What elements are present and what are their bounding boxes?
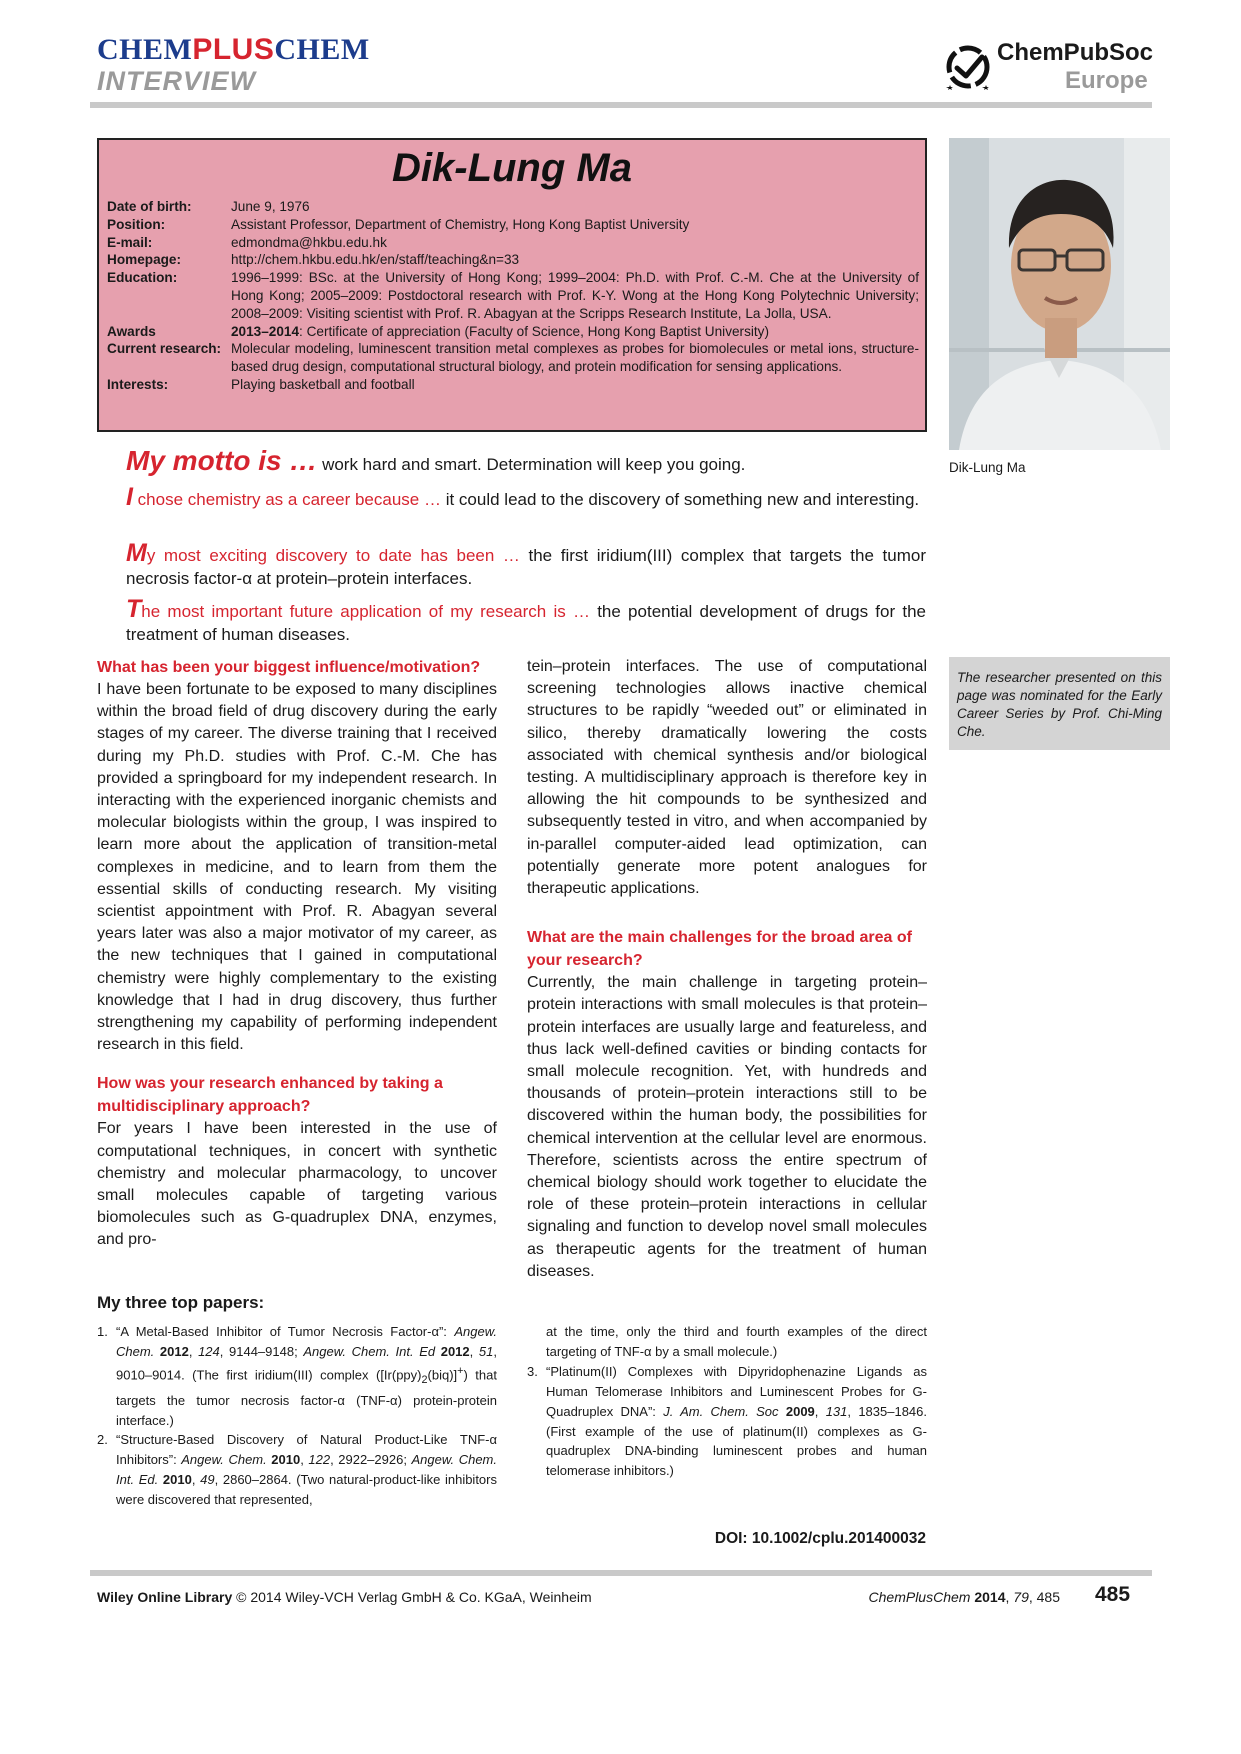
motto-text: the potential development of drugs for the treatment of human diseases. [126, 602, 926, 644]
section-label: INTERVIEW [97, 66, 257, 96]
profile-row-research [107, 340, 919, 376]
motto-text: the first iridium(III) complex that targets the tumor necrosis factor-α at protein–protein interfaces. [126, 546, 926, 588]
body-column-left [97, 656, 497, 1252]
profile-row-awards [107, 323, 919, 341]
citation-volume: 79 [1013, 1589, 1029, 1605]
doi-link[interactable]: DOI: 10.1002/cplu.201400032 [714, 1530, 926, 1547]
profile-details [107, 198, 919, 394]
motto-text: it could lead to the discovery of something new and interesting. [440, 490, 920, 509]
sidebar-text: The researcher presented on this page was nominated for the Early Career Series by Prof. Chi-Ming Che. [957, 670, 1162, 739]
profile-row-position [107, 216, 919, 234]
journal-title-part3: CHEM [274, 33, 370, 66]
motto-lead: y most exciting discovery to date has been … [146, 546, 520, 565]
wiley-library-link[interactable]: Wiley Online Library [97, 1589, 233, 1605]
motto-line-4 [126, 595, 926, 646]
profile-row-interests [107, 376, 919, 394]
motto-lead: My motto is … [126, 445, 318, 476]
journal-title [97, 33, 370, 67]
paper-citation: “A Metal-Based Inhibitor of Tumor Necrosis Factor-α”: Angew. Chem. 2012, 124, 9144–9148; Angew. Chem. Int. Ed 2012, 51, 9010–9014. (The first iridium(III) complex $([Ir(ppy)_2(biq)]^+)$ that targets the tumor necrosis factor-α (TNF-α) protein-protein interface.) [116, 1324, 497, 1428]
profile-row-homepage [107, 251, 919, 269]
answer-paragraph: I have been fortunate to be exposed to many disciplines within the broad field of drug discovery during the early stages of my career. The diverse training that I received during my Ph.D. studies with Prof. C.-M. Che has provided a springboard for my independent research. In interacting with the experienced inorganic chemists and molecular biologists within the group, I was inspired to learn more about the application of transition-metal complexes in medicine, and to learn from them the essential skills of conducting research. My visiting scientist appointment with Prof. R. Abagyan several years later was also a major motivator of my career, as the new techniques that I gained in computational chemistry were highly complementary to the existing knowledge that I had in drug discovery, thus further strengthening my capability of performing independent research in this field. [97, 681, 497, 1054]
citation-page: , 485 [1028, 1589, 1060, 1605]
question-heading: What are the main challenges for the broad area of your research? [527, 929, 912, 970]
paper-number: 1. [97, 1324, 108, 1339]
papers-heading: My three top papers: [97, 1293, 265, 1312]
paper-number: 3. [527, 1363, 538, 1379]
profile-value: 1996–1999: BSc. at the University of Hong Kong; 1999–2004: Ph.D. with Prof. C.-M. Che at the University of Hong Kong; 2005–2009: Postdoctoral research with Prof. K-Y. Wong at the Hong Kong Polytechnic University; 2008–2009: Visiting scientist with Prof. R. Abagyan at the Scripps Research Institute, La Jolla, USA. [231, 270, 919, 321]
motto-initial: M [126, 539, 147, 567]
profile-label: Homepage: [107, 252, 182, 268]
paper-item-2 [97, 1430, 497, 1510]
answer-paragraph: Currently, the main challenge in targeting protein–protein interactions with small molecules is that protein–protein interfaces are usually large and featureless, and thus lack well-defined cavities or binding contacts for small molecule recognition. Yet, with hundreds and thousands of protein–protein interactions still to be discovered within the human body, the possibilities for chemical intervention at the cellular level are enormous. Therefore, scientists across the entire spectrum of chemical biology should work together to elucidate the role of these protein–protein interactions in cellular signaling and function to develop novel small molecules as therapeutic agents for the treatment of human diseases. [527, 974, 927, 1280]
papers-column-left [97, 1322, 497, 1510]
publisher-name: ChemPubSoc [997, 39, 1154, 66]
profile-row-birth [107, 198, 919, 216]
profile-label: E-mail: [107, 234, 153, 250]
chempubsoc-logo-icon [942, 41, 994, 93]
profile-value: Playing basketball and football [231, 376, 415, 392]
profile-row-education [107, 269, 919, 322]
profile-label: Date of birth: [107, 199, 192, 214]
motto-text: work hard and smart. Determination will keep you going. [317, 455, 746, 474]
body-column-right [527, 656, 927, 1283]
papers-column-right [527, 1322, 927, 1481]
footer-copyright [97, 1589, 592, 1605]
paper-number: 2. [97, 1432, 108, 1448]
question-heading: How was your research enhanced by taking a multidisciplinary approach? [97, 1075, 443, 1116]
motto-line-3 [126, 539, 926, 590]
motto-line-1 [126, 445, 926, 477]
citation-year: 2014 [974, 1589, 1006, 1605]
publisher-logo [942, 37, 1157, 97]
answer-paragraph: For years I have been interested in the use of computational techniques, in concert with synthetic chemistry and molecular pharmacology, to uncover small molecules capable of targeting various biomolecules such as G-quadruplex DNA, enzymes, and pro- [97, 1120, 497, 1249]
journal-title-part1: CHEM [97, 33, 193, 66]
profile-row-email [107, 234, 919, 252]
researcher-name: Dik-Lung Ma [392, 146, 632, 190]
motto-lead: he most important future application of my research is … [141, 602, 590, 621]
profile-label: Interests: [107, 376, 169, 392]
motto-initial: I [126, 483, 133, 511]
profile-value: Assistant Professor, Department of Chemistry, Hong Kong Baptist University [231, 216, 690, 232]
profile-label: Education: [107, 270, 178, 286]
motto-initial: T [126, 595, 142, 623]
award-years: 2013–2014 [231, 323, 300, 339]
paper-citation: “Platinum(II) Complexes with Dipyridophenazine Ligands as Human Telomerase Inhibitors and Luminescent Probes for G-Quadruplex DNA”: J. Am. Chem. Soc 2009, 131, 1835–1846. (First example of the use of platinum(II) complexes as G-quadruplex DNA-binding luminescent probes and human telomerase inhibitors.) [546, 1363, 927, 1479]
citation-journal: ChemPlusChem [868, 1589, 971, 1605]
motto-line-2 [126, 483, 926, 512]
footer-rule [90, 1570, 1152, 1576]
page-number: 485 [1095, 1583, 1131, 1606]
answer-paragraph: tein–protein interfaces. The use of computational screening technologies allows inactive chemical structures to be rapidly “weeded out” or eliminated in silico, thereby dramatically lowering the costs associated with chemical synthesis and/or biological testing. A multidisciplinary approach is therefore key in allowing the hit compounds to be synthesized and subsequently tested in vitro, and when accompanied by in-parallel computer-aided lead optimization, can potentially generate more potent analogues for therapeutic applications. [527, 658, 927, 898]
footer-citation: ChemPlusChem 2014, 79, 485 [868, 1589, 1060, 1605]
profile-value: Molecular modeling, luminescent transition metal complexes as probes for biomolecules or metal ions, structure-based drug design, computational structural biology, and protein modification for sensing applications. [231, 341, 919, 375]
profile-email-link[interactable]: edmondma@hkbu.edu.hk [231, 234, 387, 250]
award-text: : Certificate of appreciation (Faculty of Science, Hong Kong Baptist University) [299, 323, 770, 339]
paper-item-2-continued: at the time, only the third and fourth examples of the direct targeting of TNF-α by a small molecule.) [546, 1324, 927, 1359]
photo-caption: Dik-Lung Ma [949, 460, 1026, 475]
publisher-region: Europe [1065, 67, 1148, 94]
researcher-photo [949, 138, 1170, 450]
profile-value [231, 323, 919, 341]
paper-item-3 [527, 1362, 927, 1481]
portrait-illustration [949, 138, 1170, 450]
header-rule [90, 102, 1152, 108]
profile-value: June 9, 1976 [231, 199, 310, 214]
journal-title-part2: PLUS [192, 33, 275, 66]
paper-citation: “Structure-Based Discovery of Natural Product-Like TNF-α Inhibitors”: Angew. Chem. 2010, 122, 2922–2926; Angew. Chem. Int. Ed. 2010, 49, 2860–2864. (Two natural-product-like inhibitors were discovered that represented, [116, 1432, 497, 1508]
profile-homepage-link[interactable]: http://chem.hkbu.edu.hk/en/staff/teaching&n=33 [231, 252, 520, 268]
motto-lead: chose chemistry as a career because … [132, 490, 441, 509]
nomination-sidebar [949, 657, 1170, 750]
copyright-text: © 2014 Wiley-VCH Verlag GmbH & Co. KGaA, Weinheim [232, 1589, 592, 1605]
profile-label: Position: [107, 216, 166, 232]
paper-item-1 [97, 1322, 497, 1430]
profile-label: Current research: [107, 341, 222, 357]
profile-label: Awards [107, 323, 156, 339]
question-heading: What has been your biggest influence/motivation? [97, 659, 481, 676]
profile-box [97, 138, 927, 432]
